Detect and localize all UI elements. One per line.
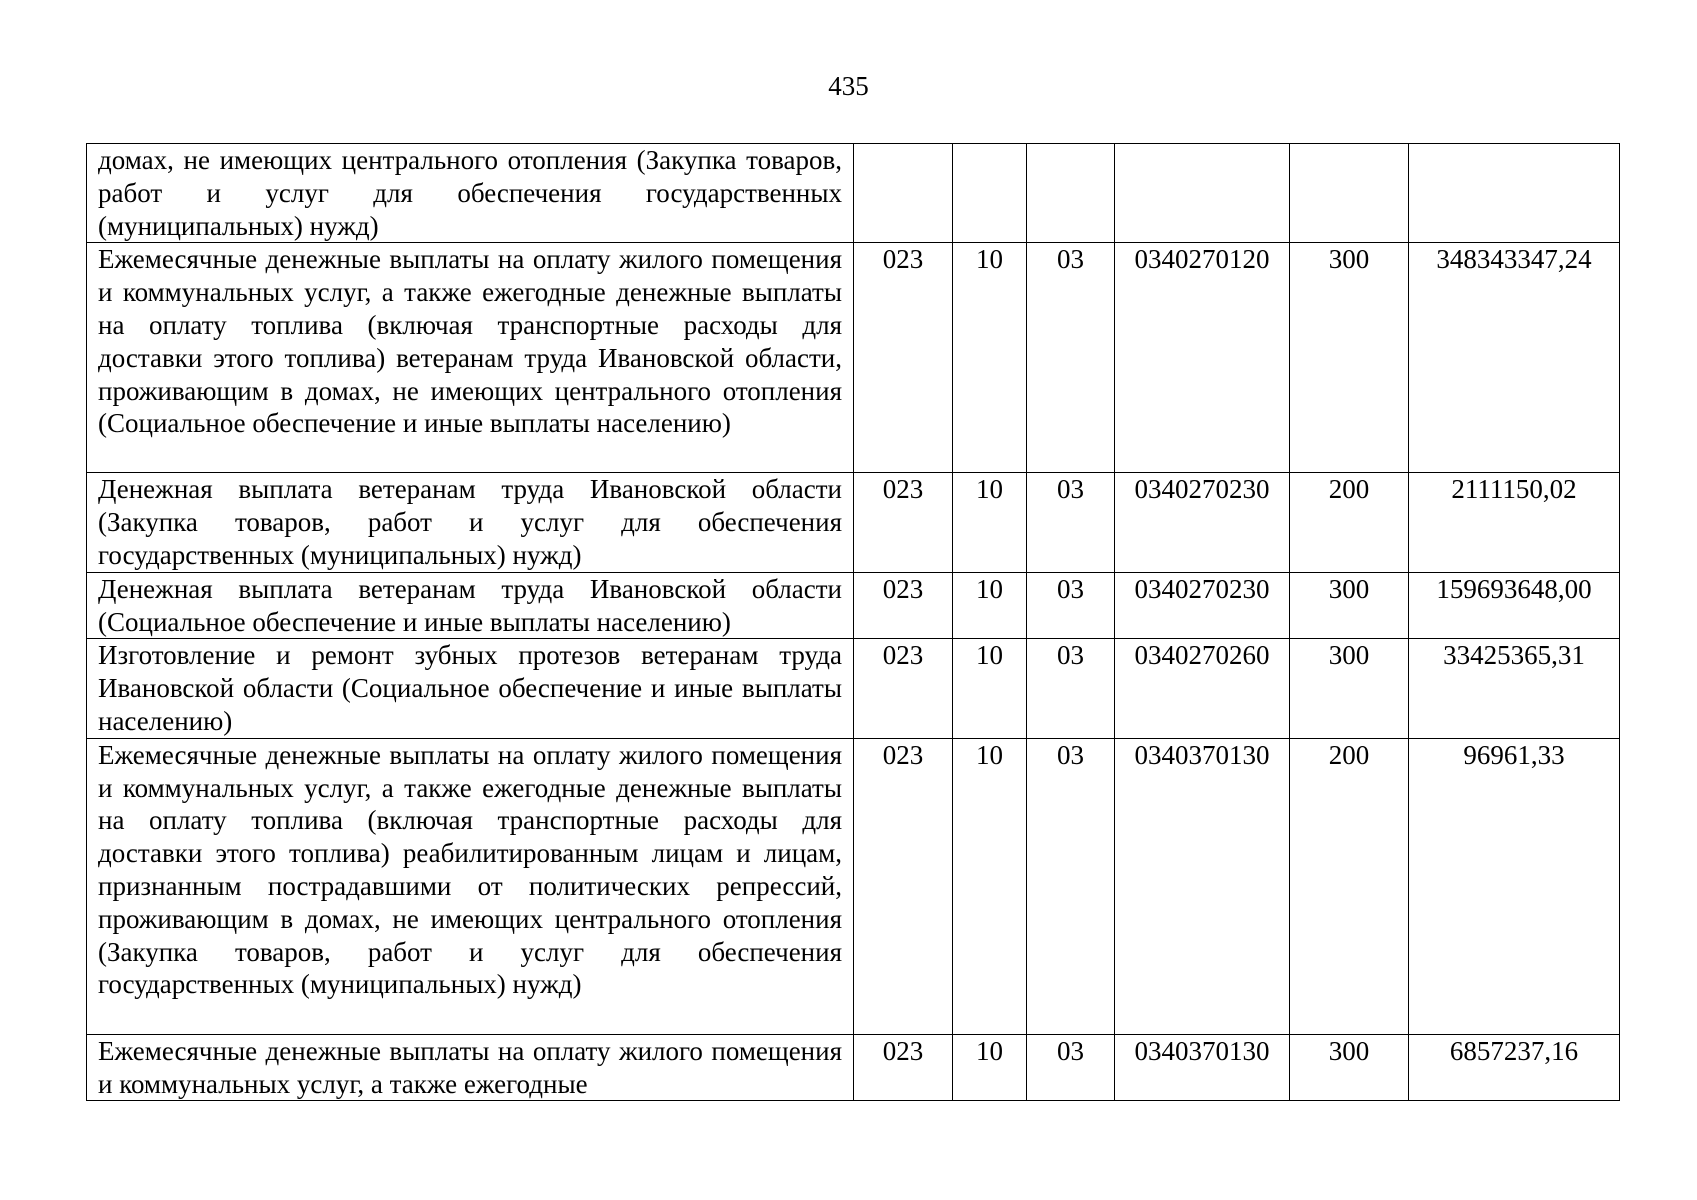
row-expense-type: 300 (1290, 639, 1409, 738)
row-target-article: 0340270120 (1115, 243, 1290, 473)
row-description: домах, не имеющих центрального отопления (Закупка товаров, работ и услуг для обеспечения государственных (муниципальных) нужд) (87, 144, 854, 243)
row-target-article: 0340370130 (1115, 738, 1290, 1034)
row-target-article: 0340270230 (1115, 473, 1290, 572)
row-subsection-code: 03 (1027, 1034, 1115, 1101)
row-ministry-code: 023 (854, 572, 953, 639)
row-target-article (1115, 144, 1290, 243)
row-description: Изготовление и ремонт зубных протезов ветеранам труда Ивановской области (Социальное обеспечение и иные выплаты населению) (87, 639, 854, 738)
table-row (87, 144, 1620, 243)
row-section-code: 10 (953, 473, 1027, 572)
row-amount: 159693648,00 (1409, 572, 1620, 639)
row-section-code: 10 (953, 1034, 1027, 1101)
row-amount: 6857237,16 (1409, 1034, 1620, 1101)
row-subsection-code: 03 (1027, 473, 1115, 572)
table-row (87, 738, 1620, 1034)
row-section-code: 10 (953, 572, 1027, 639)
row-amount: 348343347,24 (1409, 243, 1620, 473)
row-ministry-code: 023 (854, 639, 953, 738)
table-row (87, 572, 1620, 639)
row-amount (1409, 144, 1620, 243)
row-expense-type: 300 (1290, 572, 1409, 639)
row-amount: 33425365,31 (1409, 639, 1620, 738)
row-expense-type: 300 (1290, 1034, 1409, 1101)
row-amount: 96961,33 (1409, 738, 1620, 1034)
row-expense-type: 300 (1290, 243, 1409, 473)
row-target-article: 0340270230 (1115, 572, 1290, 639)
row-ministry-code: 023 (854, 473, 953, 572)
row-description: Денежная выплата ветеранам труда Ивановской области (Закупка товаров, работ и услуг для обеспечения государственных (муниципальных) нужд) (87, 473, 854, 572)
row-target-article: 0340270260 (1115, 639, 1290, 738)
row-subsection-code (1027, 144, 1115, 243)
table-row (87, 639, 1620, 738)
row-target-article: 0340370130 (1115, 1034, 1290, 1101)
row-section-code: 10 (953, 243, 1027, 473)
table-row (87, 473, 1620, 572)
budget-table (86, 143, 1620, 1101)
row-subsection-code: 03 (1027, 243, 1115, 473)
row-description: Ежемесячные денежные выплаты на оплату жилого помещения и коммунальных услуг, а также ежегодные денежные выплаты на оплату топлива (включая транспортные расходы для доставки этого топлива) реабилитированным лицам и лицам, признанным пострадавшими от политических репрессий, проживающим в домах, не имеющих центрального отопления (Закупка товаров, работ и услуг для обеспечения государственных (муниципальных) нужд) (87, 738, 854, 1034)
row-expense-type (1290, 144, 1409, 243)
row-ministry-code: 023 (854, 738, 953, 1034)
row-ministry-code (854, 144, 953, 243)
row-section-code: 10 (953, 738, 1027, 1034)
row-section-code: 10 (953, 639, 1027, 738)
row-description: Ежемесячные денежные выплаты на оплату жилого помещения и коммунальных услуг, а также ежегодные (87, 1034, 854, 1101)
row-amount: 2111150,02 (1409, 473, 1620, 572)
row-description: Ежемесячные денежные выплаты на оплату жилого помещения и коммунальных услуг, а также ежегодные денежные выплаты на оплату топлива (включая транспортные расходы для доставки этого топлива) ветеранам труда Ивановской области, проживающим в домах, не имеющих центрального отопления (Социальное обеспечение и иные выплаты населению) (87, 243, 854, 473)
row-subsection-code: 03 (1027, 738, 1115, 1034)
row-subsection-code: 03 (1027, 639, 1115, 738)
row-ministry-code: 023 (854, 1034, 953, 1101)
row-section-code (953, 144, 1027, 243)
row-ministry-code: 023 (854, 243, 953, 473)
table-row (87, 1034, 1620, 1101)
row-description: Денежная выплата ветеранам труда Ивановской области (Социальное обеспечение и иные выплаты населению) (87, 572, 854, 639)
page-number: 435 (828, 71, 869, 101)
row-expense-type: 200 (1290, 473, 1409, 572)
row-subsection-code: 03 (1027, 572, 1115, 639)
table-row (87, 243, 1620, 473)
row-expense-type: 200 (1290, 738, 1409, 1034)
